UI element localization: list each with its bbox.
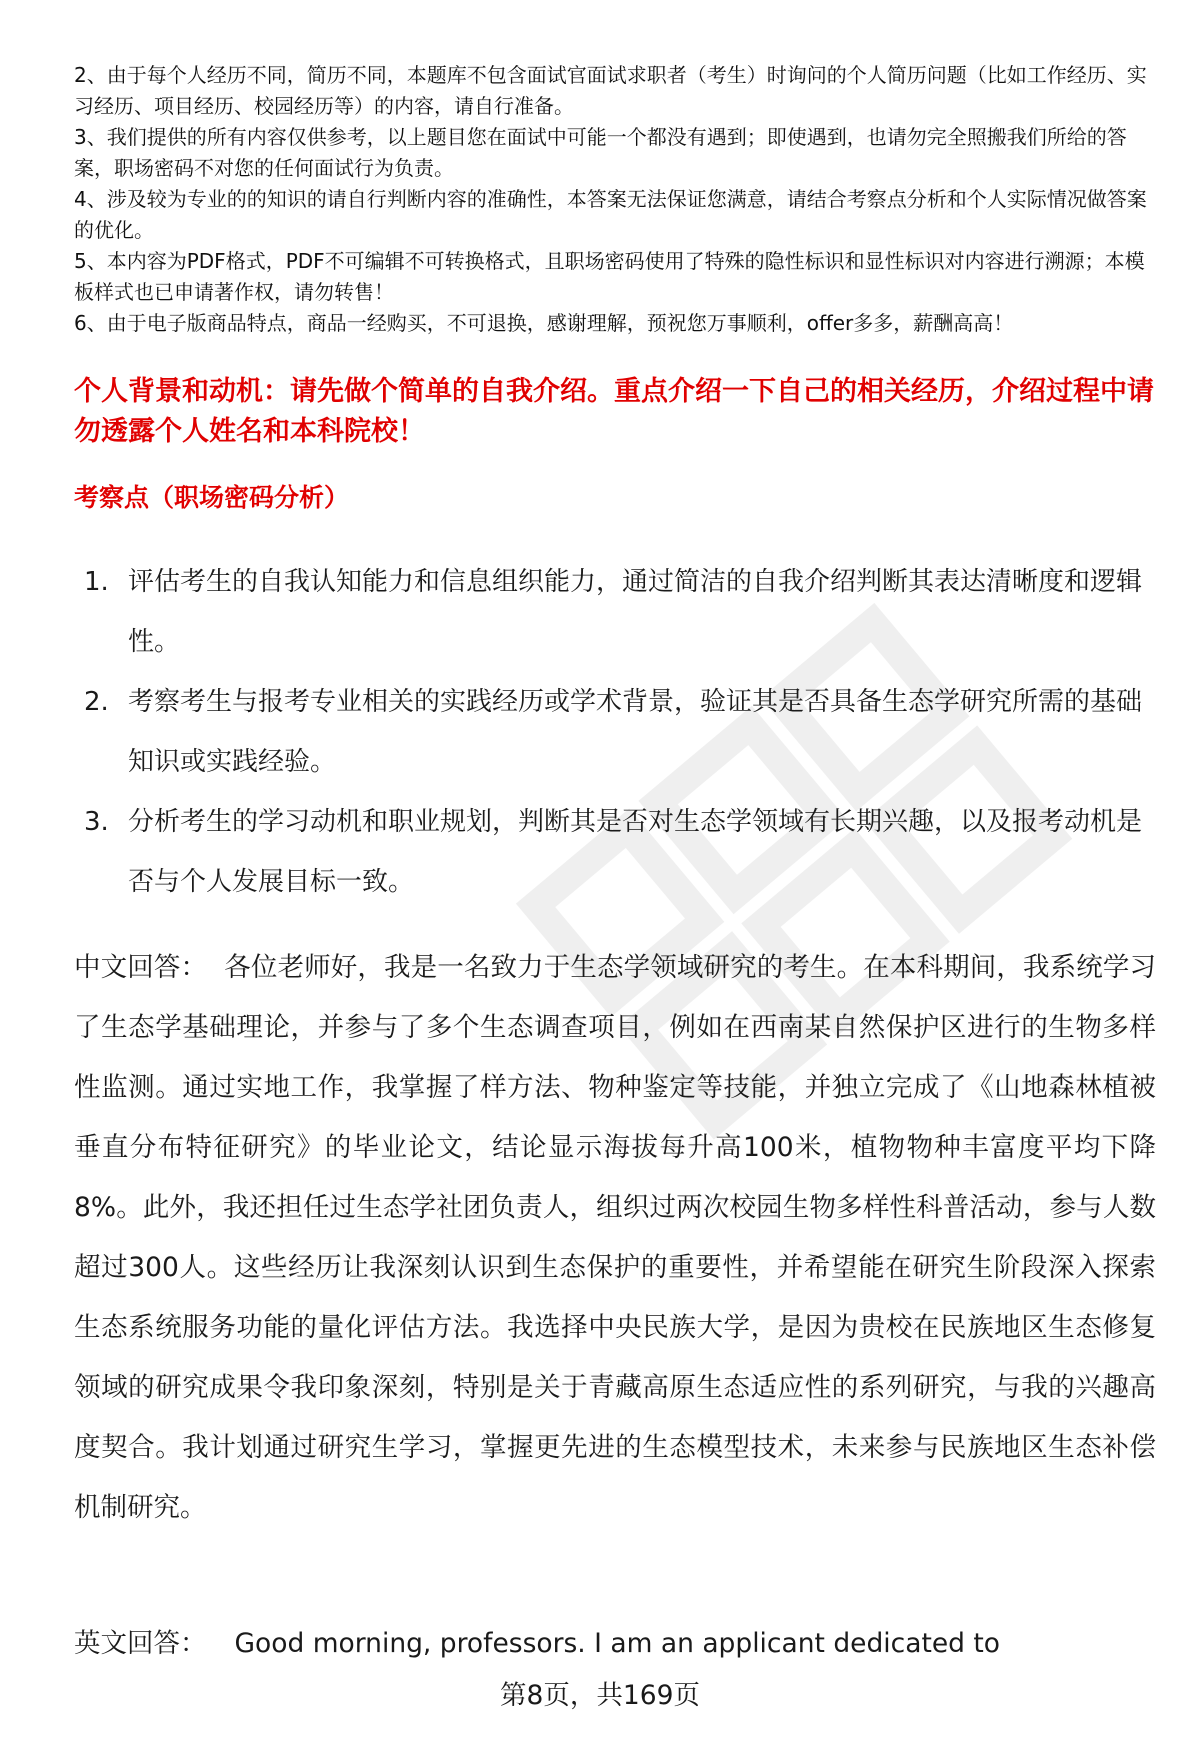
analysis-points-list — [84, 552, 1154, 912]
english-answer-text: Good morning, professors. I am an applicant dedicated to — [234, 1628, 1000, 1659]
point-number: 2. — [84, 687, 109, 717]
analysis-title: 考察点（职场密码分析） — [74, 483, 350, 512]
note-item: 6、由于电子版商品特点，商品一经购买，不可退换，感谢理解，预祝您万事顺利，offer多多，薪酬高高！ — [74, 311, 1014, 335]
point-text: 评估考生的自我认知能力和信息组织能力，通过简洁的自我介绍判断其表达清晰度和逻辑性。 — [128, 567, 1143, 657]
note-item: 5、本内容为PDF格式，PDF不可编辑不可转换格式，且职场密码使用了特殊的隐性标识和显性标识对内容进行溯源；本模板样式也已申请著作权，请勿转售！ — [74, 249, 1145, 304]
point-number: 3. — [84, 807, 109, 837]
note-item: 2、由于每个人经历不同，简历不同，本题库不包含面试官面试求职者（考生）时询问的个人简历问题（比如工作经历、实习经历、项目经历、校园经历等）的内容，请自行准备。 — [74, 63, 1147, 118]
disclaimer-notes — [74, 60, 1154, 339]
chinese-answer — [74, 938, 1156, 1538]
question-heading: 个人背景和动机：请先做个简单的自我介绍。重点介绍一下自己的相关经历，介绍过程中请勿透露个人姓名和本科院校！ — [74, 376, 1154, 447]
analysis-point — [84, 792, 1154, 912]
point-text: 考察考生与报考专业相关的实践经历或学术背景，验证其是否具备生态学研究所需的基础知识或实践经验。 — [128, 687, 1143, 777]
chinese-answer-text: 各位老师好，我是一名致力于生态学领域研究的考生。在本科期间，我系统学习了生态学基础理论，并参与了多个生态调查项目，例如在西南某自然保护区进行的生物多样性监测。通过实地工作，我掌握了样方法、物种鉴定等技能，并独立完成了《山地森林植被垂直分布特征研究》的毕业论文，结论显示海拔每升高100米，植物物种丰富度平均下降8%。此外，我还担任过生态学社团负责人，组织过两次校园生物多样性科普活动，参与人数超过300人。这些经历让我深刻认识到生态保护的重要性，并希望能在研究生阶段深入探索生态系统服务功能的量化评估方法。我选择中央民族大学，是因为贵校在民族地区生态修复领域的研究成果令我印象深刻，特别是关于青藏高原生态适应性的系列研究，与我的兴趣高度契合。我计划通过研究生学习，掌握更先进的生态模型技术，未来参与民族地区生态补偿机制研究。 — [74, 952, 1157, 1523]
page-number-footer: 第8页，共169页 — [500, 1680, 700, 1711]
point-number: 1. — [84, 567, 109, 597]
point-text: 分析考生的学习动机和职业规划，判断其是否对生态学领域有长期兴趣，以及报考动机是否与个人发展目标一致。 — [128, 807, 1143, 897]
note-item: 4、涉及较为专业的的知识的请自行判断内容的准确性，本答案无法保证您满意，请结合考察点分析和个人实际情况做答案的优化。 — [74, 187, 1147, 242]
note-item: 3、我们提供的所有内容仅供参考，以上题目您在面试中可能一个都没有遇到；即使遇到，也请勿完全照搬我们所给的答案，职场密码不对您的任何面试行为负责。 — [74, 125, 1127, 180]
analysis-point — [84, 552, 1154, 672]
english-answer — [74, 1624, 1154, 1664]
analysis-point — [84, 672, 1154, 792]
english-answer-label: 英文回答： — [74, 1628, 207, 1659]
chinese-answer-label: 中文回答： — [74, 952, 208, 983]
